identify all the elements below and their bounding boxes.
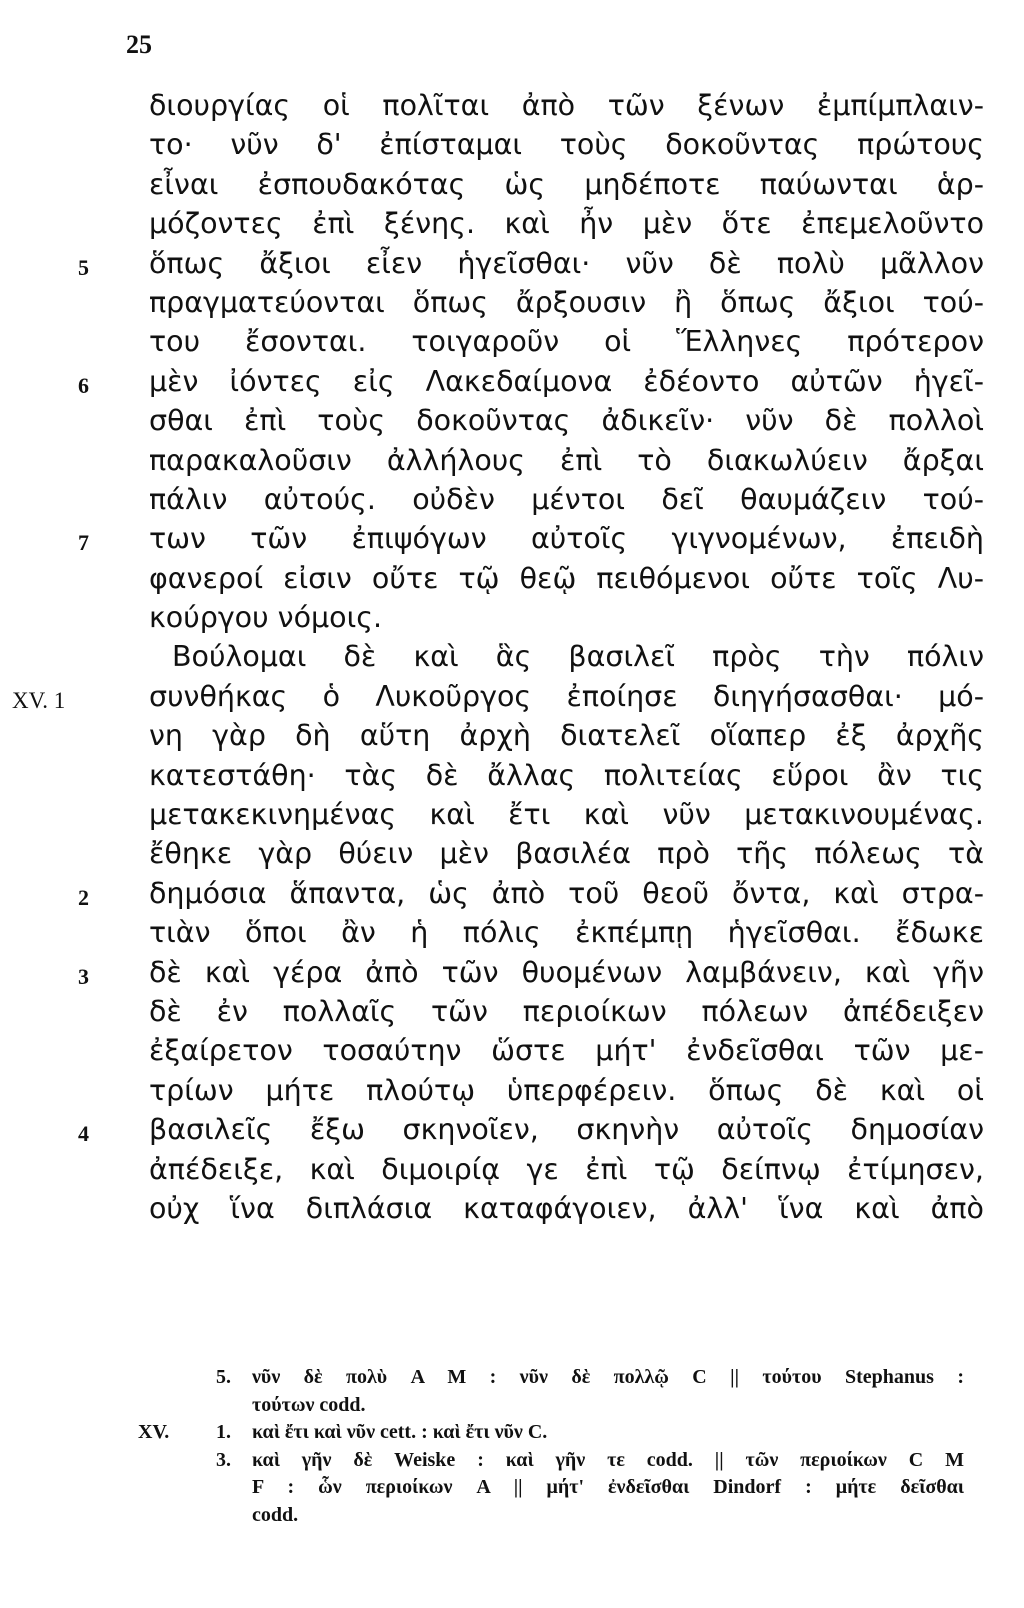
line-text: βασιλεῖς ἔξω σκηνοῖεν, σκηνὴν αὐτοῖς δημοσίαν [149, 1113, 984, 1147]
line-text: το· νῦν δ' ἐπίσταμαι τοὺς δοκοῦντας πρώτους [149, 128, 984, 162]
line-text: κατεστάθη· τὰς δὲ ἄλλας πολιτείας εὕροι ἂν τις [149, 758, 984, 792]
line-text: σθαι ἐπὶ τοὺς δοκοῦντας ἀδικεῖν· νῦν δὲ πολλοὶ [149, 404, 984, 438]
apparatus-line [0, 1419, 1024, 1447]
line-text: ἀπέδειξε, καὶ διμοιρίᾳ γε ἐπὶ τῷ δείπνῳ ἐτίμησεν, [149, 1152, 984, 1186]
line-text: Βούλομαι δὲ καὶ ἃς βασιλεῖ πρὸς τὴν πόλιν [172, 640, 984, 674]
text-line [0, 86, 1024, 125]
apparatus-text: καὶ γῆν δὲ Weiske : καὶ γῆν τε codd. || τῶν περιοίκων C M [252, 1448, 964, 1471]
text-line [0, 716, 1024, 755]
page-number: 25 [126, 30, 152, 59]
line-text: του ἔσονται. τοιγαροῦν οἱ Ἕλληνες πρότερον [149, 325, 984, 359]
paragraph-number: 4 [78, 1121, 89, 1147]
apparatus-line [0, 1474, 1024, 1502]
main-text [0, 86, 1024, 1228]
text-line [0, 874, 1024, 913]
section-marker: XV. 1 [12, 687, 66, 713]
apparatus-text: νῦν δὲ πολὺ A M : νῦν δὲ πολλῷ C || τούτου Stephanus : [252, 1366, 964, 1388]
text-line [0, 1150, 1024, 1189]
line-text: τρίων μήτε πλούτῳ ὑπερφέρειν. ὅπως δὲ καὶ οἱ [149, 1073, 984, 1107]
line-text: οὐχ ἵνα διπλάσια καταφάγοιεν, ἀλλ' ἵνα καὶ ἀπὸ [149, 1191, 984, 1225]
text-line [0, 1110, 1024, 1149]
paragraph-number: 3 [78, 963, 89, 989]
text-line [0, 283, 1024, 322]
text-line [0, 953, 1024, 992]
text-line [0, 441, 1024, 480]
text-line [0, 244, 1024, 283]
paragraph-number: 5 [78, 254, 89, 280]
text-line [0, 322, 1024, 361]
apparatus-text: καὶ ἔτι καὶ νῦν cett. : καὶ ἔτι νῦν C. [252, 1421, 548, 1443]
apparatus-text: codd. [252, 1503, 299, 1526]
apparatus-line [0, 1364, 1024, 1392]
line-text: ὅπως ἄξιοι εἶεν ἡγεῖσθαι· νῦν δὲ πολὺ μᾶλλον [149, 246, 984, 280]
text-line [0, 756, 1024, 795]
line-text: εἶναι ἐσπουδακότας ὡς μηδέποτε παύωνται ἁρ- [149, 167, 984, 201]
apparatus-number: 3. [216, 1448, 231, 1471]
text-line [0, 1031, 1024, 1070]
line-text: διουργίας οἱ πολῖται ἀπὸ τῶν ξένων ἐμπίμπλαιν- [149, 89, 984, 122]
line-text: παρακαλοῦσιν ἀλλήλους ἐπὶ τὸ διακωλύειν ἄρξαι [149, 443, 984, 477]
line-text: μετακεκινημένας καὶ ἔτι καὶ νῦν μετακινουμένας. [149, 798, 984, 832]
line-text: μόζοντες ἐπὶ ξένης. καὶ ἦν μὲν ὅτε ἐπεμελοῦντο [149, 207, 984, 241]
text-line [0, 401, 1024, 440]
paragraph-number: 6 [78, 372, 89, 398]
text-line [0, 165, 1024, 204]
text-line [0, 480, 1024, 519]
text-line [0, 637, 1024, 676]
text-line [0, 913, 1024, 952]
text-line [0, 1071, 1024, 1110]
line-text: των τῶν ἐπιψόγων αὐτοῖς γιγνομένων, ἐπειδὴ [149, 522, 984, 556]
text-line [0, 795, 1024, 834]
line-text: πραγματεύονται ὅπως ἄρξουσιν ἢ ὅπως ἄξιοι τού- [149, 285, 984, 319]
critical-apparatus [0, 1364, 1024, 1529]
line-text: ἔθηκε γὰρ θύειν μὲν βασιλέα πρὸ τῆς πόλεως τὰ [149, 837, 984, 871]
line-text: δὲ καὶ γέρα ἀπὸ τῶν θυομένων λαμβάνειν, καὶ γῆν [149, 955, 984, 989]
paragraph-number: 2 [78, 884, 89, 910]
text-line [0, 362, 1024, 401]
text-line [0, 125, 1024, 164]
line-text: νη γὰρ δὴ αὕτη ἀρχὴ διατελεῖ οἵαπερ ἐξ ἀρχῆς [149, 719, 984, 753]
apparatus-line [0, 1502, 1024, 1530]
line-text: ἐξαίρετον τοσαύτην ὥστε μήτ' ἐνδεῖσθαι τῶν με- [149, 1034, 984, 1068]
line-text: κούργου νόμοις. [149, 601, 383, 635]
text-line [0, 204, 1024, 243]
text-line [0, 992, 1024, 1031]
line-text: συνθήκας ὁ Λυκοῦργος ἐποίησε διηγήσασθαι· μό- [149, 679, 984, 713]
line-text: μὲν ἰόντες εἰς Λακεδαίμονα ἐδέοντο αὐτῶν ἡγεῖ- [149, 364, 984, 398]
text-line [0, 598, 1024, 637]
paragraph-number: 7 [78, 530, 89, 556]
apparatus-line [0, 1392, 1024, 1420]
apparatus-text: F : ὧν περιοίκων A || μήτ' ἐνδεῖσθαι Dindorf : μήτε δεῖσθαι [252, 1476, 964, 1498]
apparatus-number: 5. [216, 1366, 231, 1388]
apparatus-number: 1. [216, 1421, 231, 1443]
text-line [0, 559, 1024, 598]
text-line [0, 834, 1024, 873]
text-line [0, 519, 1024, 558]
text-line [0, 1189, 1024, 1228]
text-line [0, 677, 1024, 716]
line-text: φανεροί εἰσιν οὔτε τῷ θεῷ πειθόμενοι οὔτε τοῖς Λυ- [149, 561, 984, 595]
apparatus-section: XV. [138, 1421, 170, 1443]
line-text: τιὰν ὅποι ἂν ἡ πόλις ἐκπέμπῃ ἡγεῖσθαι. ἔδωκε [149, 916, 984, 950]
apparatus-text: τούτων codd. [252, 1393, 366, 1416]
line-text: δὲ ἐν πολλαῖς τῶν περιοίκων πόλεων ἀπέδειξεν [149, 994, 984, 1028]
line-text: δημόσια ἅπαντα, ὡς ἀπὸ τοῦ θεοῦ ὄντα, καὶ στρα- [149, 876, 984, 910]
line-text: πάλιν αὐτούς. οὐδὲν μέντοι δεῖ θαυμάζειν τού- [149, 482, 984, 516]
apparatus-line [0, 1447, 1024, 1475]
